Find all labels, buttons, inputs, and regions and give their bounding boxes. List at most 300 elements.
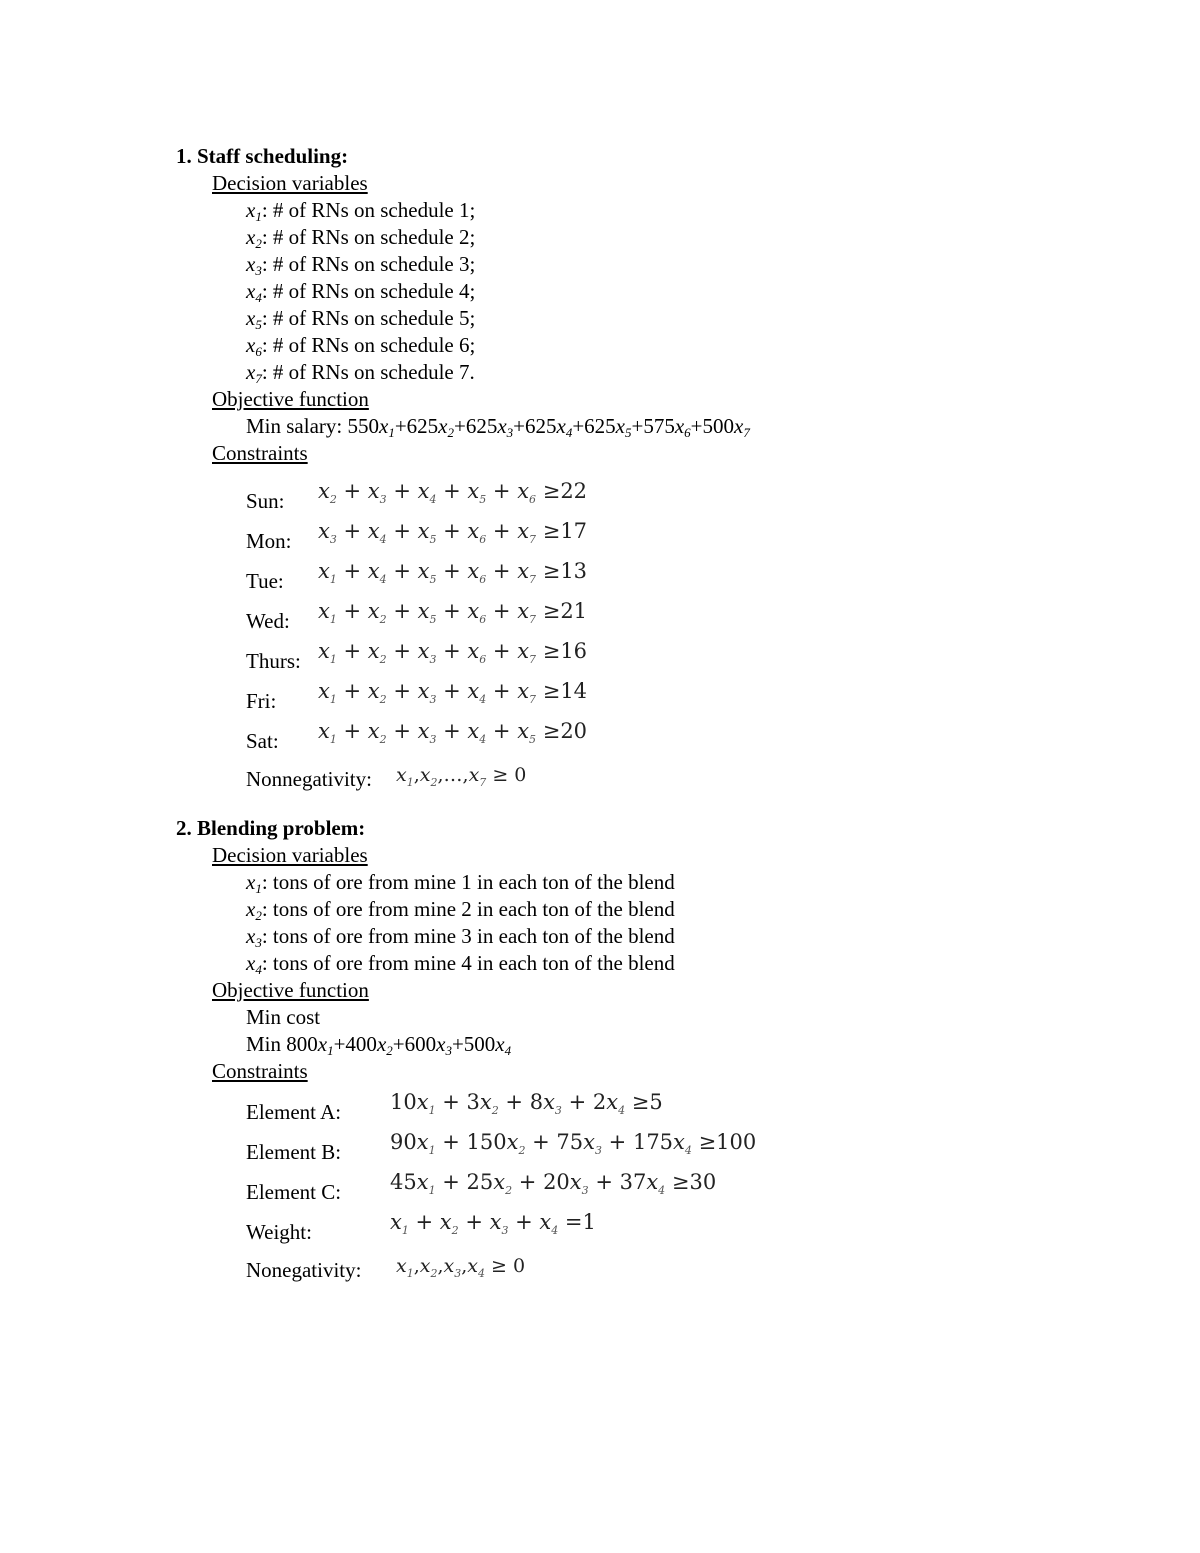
variable: $x_2$: [419, 764, 438, 789]
variable-index: 1: [329, 733, 337, 746]
variable-index: 2: [255, 908, 262, 923]
plus-sign: +: [336, 559, 368, 583]
plus-sign: +: [386, 639, 418, 663]
objective-function-heading: Objective function: [212, 978, 369, 1002]
variable-index: 2: [430, 1267, 438, 1280]
variable: $x_7$: [517, 639, 537, 666]
variable: $x_5$: [417, 599, 437, 626]
variable: $x_3$: [417, 719, 437, 746]
variable-index: 1: [428, 1144, 436, 1157]
variable-index: 1: [327, 1043, 334, 1058]
plus-sign: +: [525, 1130, 557, 1154]
variable: $x_4$: [367, 559, 387, 586]
decision-variables-heading: Decision variables: [212, 171, 368, 195]
variable-index: 4: [379, 533, 387, 546]
variable-description: : # of RNs on schedule 4;: [261, 279, 476, 303]
variable-description: : # of RNs on schedule 5;: [261, 306, 476, 330]
plus-sign: +: [486, 639, 518, 663]
comma: ,: [437, 1255, 444, 1277]
decision-variable: [246, 251, 1076, 278]
comma: ,: [462, 764, 469, 786]
variable: $x_3$: [246, 252, 262, 278]
nonnegativity-constraint: [246, 1249, 1076, 1289]
variable-index: 4: [504, 1043, 512, 1058]
variable: $x_3$: [367, 479, 387, 506]
variable-index: 1: [428, 1184, 436, 1197]
right-hand-side: 16: [560, 639, 588, 663]
constraint-row: [246, 598, 1076, 638]
variable-index: 1: [329, 573, 337, 586]
constraint-label: Sat:: [246, 729, 279, 753]
variable-description: : # of RNs on schedule 7.: [261, 360, 475, 384]
variable-index: 2: [379, 693, 387, 706]
variable: $x_4$: [556, 414, 573, 440]
variable-index: 3: [554, 1104, 562, 1117]
constraint-label: Wed:: [246, 609, 290, 633]
objective-coefficient: +625: [572, 414, 616, 438]
variable: $x_2$: [438, 414, 454, 440]
constraint-expression: [396, 1253, 525, 1280]
constraint-expression: [318, 638, 587, 665]
variable-index: 7: [529, 573, 537, 586]
comma: ,: [437, 764, 444, 786]
constraint-label: Sun:: [246, 489, 285, 513]
variable: $x_1$: [318, 679, 337, 706]
variable-index: 3: [595, 1144, 602, 1157]
constraint-row: [246, 718, 1076, 758]
coefficient: 90: [390, 1130, 417, 1154]
constraint-expression: [318, 718, 587, 745]
variable: $x_1$: [317, 1032, 334, 1058]
relation-sign: ≥: [536, 639, 561, 663]
plus-sign: +: [436, 719, 468, 743]
variable: $x_7$: [246, 360, 262, 386]
variable-index: 6: [479, 653, 487, 666]
nonnegativity-constraint: [246, 758, 1076, 798]
variable: $x_4$: [367, 519, 387, 546]
constraints-heading: Constraints: [212, 1059, 308, 1083]
variable: $x_3$: [443, 1255, 462, 1280]
variable: $x_3$: [543, 1090, 562, 1117]
variable-index: 4: [479, 693, 487, 706]
constraint-row: [246, 638, 1076, 678]
coefficient: 45: [390, 1170, 417, 1194]
variable-index: 7: [255, 371, 262, 386]
objective-coefficient: +400: [333, 1032, 377, 1056]
plus-sign: +: [602, 1130, 633, 1154]
plus-sign: +: [508, 1210, 540, 1234]
variable: $x_5$: [417, 559, 437, 586]
variable-description: : # of RNs on schedule 3;: [261, 252, 476, 276]
constraint-list: [176, 478, 1076, 758]
variable: $x_7$: [734, 414, 750, 440]
constraint-label: Tue:: [246, 569, 284, 593]
variable-index: 2: [386, 1043, 393, 1058]
variable-index: 5: [479, 493, 487, 506]
plus-sign: +: [336, 479, 368, 503]
decision-variables-heading: Decision variables: [212, 843, 368, 867]
variable-index: 1: [255, 881, 262, 896]
objective-function: [246, 413, 1076, 440]
variable: $x_1$: [396, 764, 414, 789]
variable-index: 3: [255, 263, 262, 278]
variable: $x_2$: [367, 719, 387, 746]
variable-index: 2: [451, 1224, 459, 1237]
decision-variable: [246, 359, 1076, 386]
variable-index: 2: [255, 236, 262, 251]
plus-sign: +: [386, 679, 418, 703]
plus-sign: +: [512, 1170, 544, 1194]
variable: $x_4$: [495, 1032, 512, 1058]
objective-function-heading: Objective function: [212, 387, 369, 411]
constraint-list: [176, 1089, 1076, 1249]
variable: $x_7$: [517, 559, 537, 586]
section-heading: 1. Staff scheduling:: [176, 144, 349, 168]
variable-index: 1: [388, 425, 395, 440]
plus-sign: +: [498, 1090, 530, 1114]
section-blending-problem: [176, 815, 1076, 1289]
variable-index: 3: [506, 425, 514, 440]
constraint-expression: [390, 1089, 663, 1116]
objective-coefficient: +500: [690, 414, 735, 438]
right-hand-side: 21: [560, 599, 588, 623]
relation-sign: ≥: [625, 1090, 650, 1114]
comma: ,: [413, 764, 420, 786]
relation-sign: ≥: [536, 679, 561, 703]
coefficient: 8: [529, 1090, 544, 1114]
variable: $x_6$: [467, 519, 487, 546]
variable: $x_3$: [417, 639, 437, 666]
variable-index: 1: [406, 776, 414, 789]
variable-index: 4: [684, 1144, 692, 1157]
variable-description: : # of RNs on schedule 6;: [261, 333, 476, 357]
variable-index: 4: [658, 1184, 666, 1197]
variable-index: 4: [565, 425, 573, 440]
variable-index: 3: [445, 1043, 452, 1058]
constraint-label: Nonnegativity:: [246, 767, 372, 791]
variable: $x_3$: [569, 1170, 589, 1197]
variable-index: 6: [684, 425, 691, 440]
constraint-expression: [318, 558, 587, 585]
variable-index: 3: [379, 493, 387, 506]
variable: $x_3$: [417, 679, 437, 706]
variable-index: 5: [625, 425, 632, 440]
constraint-label: Nonegativity:: [246, 1258, 362, 1282]
variable-index: 6: [479, 573, 487, 586]
plus-sign: +: [408, 1210, 440, 1234]
variable-index: 4: [255, 962, 262, 977]
variable-index: 1: [329, 693, 337, 706]
constraint-label: Element C:: [246, 1180, 342, 1204]
variable-index: 3: [501, 1224, 509, 1237]
variable: $x_2$: [367, 679, 387, 706]
right-hand-side: 30: [689, 1170, 717, 1194]
variable: $x_1$: [318, 639, 337, 666]
plus-sign: +: [336, 679, 368, 703]
relation-sign: =: [558, 1210, 583, 1234]
objective-description: Min cost: [246, 1005, 321, 1029]
variable: $x_6$: [467, 639, 487, 666]
variable: $x_1$: [318, 559, 337, 586]
variable-index: 5: [429, 613, 437, 626]
variable: $x_6$: [467, 599, 487, 626]
decision-variable: [246, 197, 1076, 224]
variable: $x_2$: [479, 1090, 499, 1117]
plus-sign: +: [486, 559, 518, 583]
constraint-expression: [390, 1169, 716, 1196]
variable: $x_1$: [396, 1255, 414, 1280]
variable: $x_4$: [673, 1130, 692, 1157]
variable: $x_2$: [419, 1255, 438, 1280]
section-heading: 2. Blending problem:: [176, 816, 366, 840]
variable-index: 3: [429, 653, 437, 666]
variable-index: 1: [255, 209, 262, 224]
relation-sign: ≥: [665, 1170, 690, 1194]
objective-function: [246, 1031, 1076, 1058]
variable-index: 2: [430, 776, 438, 789]
variable-index: 6: [529, 493, 537, 506]
variable: $x_1$: [416, 1090, 436, 1117]
relation-sign: ≥: [536, 519, 561, 543]
relation-sign: ≥: [536, 719, 561, 743]
variable: $x_4$: [646, 1170, 666, 1197]
variable: $x_4$: [539, 1210, 559, 1237]
variable-index: 3: [429, 693, 437, 706]
coefficient: 175: [632, 1130, 674, 1154]
variable-index: 6: [479, 533, 487, 546]
variable: $x_7$: [517, 599, 537, 626]
variable-index: 7: [529, 653, 537, 666]
decision-variable: [246, 224, 1076, 251]
right-hand-side: 0: [514, 764, 527, 786]
comma: ,: [413, 1255, 420, 1277]
coefficient: 75: [556, 1130, 584, 1154]
variable-index: 4: [255, 290, 262, 305]
variable-index: 5: [429, 573, 437, 586]
plus-sign: +: [436, 639, 468, 663]
variable: $x_3$: [489, 1210, 509, 1237]
variable-index: 5: [255, 317, 262, 332]
plus-sign: +: [435, 1130, 467, 1154]
objective-coefficient: 800: [286, 1032, 318, 1056]
relation-sign: ≥: [691, 1130, 717, 1154]
plus-sign: +: [436, 479, 468, 503]
variable-index: 7: [743, 425, 750, 440]
constraint-row: [246, 1169, 1076, 1209]
plus-sign: +: [486, 519, 518, 543]
plus-sign: +: [588, 1170, 620, 1194]
plus-sign: +: [486, 599, 518, 623]
constraint-expression: [318, 678, 587, 705]
plus-sign: +: [386, 559, 418, 583]
coefficient: 20: [543, 1170, 570, 1194]
variable: $x_2$: [506, 1130, 526, 1157]
variable: $x_1$: [378, 414, 395, 440]
variable: $x_4$: [467, 719, 487, 746]
constraint-expression: [318, 598, 587, 625]
variable: $x_2$: [376, 1032, 393, 1058]
variable: $x_2$: [318, 479, 337, 506]
objective-coefficient: +625: [453, 414, 498, 438]
variable-description: : # of RNs on schedule 2;: [261, 225, 476, 249]
objective-coefficient: +625: [513, 414, 557, 438]
right-hand-side: 5: [649, 1090, 663, 1114]
decision-variable-list: [176, 869, 1076, 977]
constraint-label: Fri:: [246, 689, 277, 713]
variable-index: 3: [429, 733, 437, 746]
variable: $x_5$: [517, 719, 537, 746]
constraint-row: [246, 478, 1076, 518]
variable: $x_4$: [246, 279, 262, 305]
plus-sign: +: [486, 679, 518, 703]
constraint-expression: [318, 478, 587, 505]
plus-sign: +: [486, 719, 518, 743]
constraint-label: Element B:: [246, 1140, 342, 1164]
plus-sign: +: [386, 599, 418, 623]
variable-index: 7: [529, 693, 537, 706]
variable: $x_4$: [246, 951, 262, 977]
right-hand-side: 100: [716, 1130, 757, 1154]
objective-prefix: Min salary:: [246, 414, 348, 438]
variable-description: : tons of ore from mine 1 in each ton of the blend: [261, 870, 675, 894]
variable-index: 6: [255, 344, 262, 359]
variable: $x_2$: [439, 1210, 459, 1237]
variable-index: 2: [447, 425, 454, 440]
variable-description: : # of RNs on schedule 1;: [261, 198, 476, 222]
plus-sign: +: [435, 1170, 467, 1194]
constraint-expression: [318, 518, 587, 545]
plus-sign: +: [386, 479, 418, 503]
decision-variable: [246, 923, 1076, 950]
objective-coefficient: +500: [451, 1032, 496, 1056]
plus-sign: +: [435, 1090, 467, 1114]
variable-index: 4: [618, 1104, 626, 1117]
plus-sign: +: [336, 719, 368, 743]
constraint-label: Mon:: [246, 529, 292, 553]
variable: $x_3$: [583, 1130, 602, 1157]
variable: $x_5$: [246, 306, 262, 332]
variable: $x_7$: [468, 764, 487, 789]
variable: $x_6$: [674, 414, 691, 440]
variable: $x_5$: [615, 414, 632, 440]
variable-index: 4: [478, 1267, 486, 1280]
ellipsis: …: [443, 764, 463, 786]
relation-sign: ≥: [485, 1255, 514, 1277]
variable-index: 7: [479, 776, 487, 789]
variable: $x_2$: [246, 225, 262, 251]
plus-sign: +: [436, 679, 468, 703]
constraint-label: Element A:: [246, 1100, 342, 1124]
plus-sign: +: [436, 519, 468, 543]
variable-index: 2: [379, 733, 387, 746]
decision-variable: [246, 305, 1076, 332]
relation-sign: ≥: [536, 479, 561, 503]
variable-index: 5: [429, 533, 437, 546]
plus-sign: +: [561, 1090, 593, 1114]
variable-index: 2: [379, 613, 387, 626]
variable-index: 4: [551, 1224, 559, 1237]
decision-variable-list: [176, 197, 1076, 386]
coefficient: 3: [466, 1090, 480, 1114]
variable: $x_5$: [417, 519, 437, 546]
relation-sign: ≥: [486, 764, 515, 786]
variable-index: 2: [491, 1104, 499, 1117]
relation-sign: ≥: [536, 559, 561, 583]
variable: $x_3$: [436, 1032, 452, 1058]
right-hand-side: 1: [582, 1210, 596, 1234]
section-staff-scheduling: [176, 143, 1076, 798]
variable-index: 1: [329, 613, 337, 626]
variable-index: 4: [379, 573, 387, 586]
variable-index: 3: [255, 935, 262, 950]
variable: $x_2$: [246, 897, 262, 923]
variable: $x_6$: [517, 479, 537, 506]
right-hand-side: 0: [513, 1255, 526, 1277]
constraint-row: [246, 1089, 1076, 1129]
decision-variable: [246, 332, 1076, 359]
variable-index: 4: [479, 733, 487, 746]
constraint-row: [246, 1209, 1076, 1249]
decision-variable: [246, 950, 1076, 977]
coefficient: 10: [390, 1090, 417, 1114]
plus-sign: +: [436, 599, 468, 623]
variable-index: 2: [379, 653, 387, 666]
coefficient: 150: [466, 1130, 507, 1154]
objective-coefficient: +575: [631, 414, 675, 438]
constraint-row: [246, 678, 1076, 718]
objective-coefficient: 550: [347, 414, 379, 438]
objective-coefficient: +600: [392, 1032, 437, 1056]
coefficient: 2: [592, 1090, 607, 1114]
comma: ,: [461, 1255, 468, 1277]
objective-coefficient: +625: [394, 414, 439, 438]
variable: $x_1$: [390, 1210, 409, 1237]
plus-sign: +: [486, 479, 518, 503]
variable: $x_1$: [318, 719, 337, 746]
variable-index: 1: [406, 1267, 414, 1280]
plus-sign: +: [436, 559, 468, 583]
variable-index: 2: [505, 1184, 513, 1197]
variable: $x_6$: [246, 333, 262, 359]
right-hand-side: 22: [560, 479, 588, 503]
constraint-label: Thurs:: [246, 649, 301, 673]
constraint-row: [246, 1129, 1076, 1169]
variable: $x_7$: [517, 679, 537, 706]
constraint-row: [246, 518, 1076, 558]
variable: $x_3$: [318, 519, 337, 546]
right-hand-side: 13: [560, 559, 588, 583]
variable-index: 3: [329, 533, 337, 546]
variable-index: 3: [581, 1184, 589, 1197]
variable: $x_6$: [467, 559, 487, 586]
variable: $x_5$: [467, 479, 487, 506]
decision-variable: [246, 869, 1076, 896]
objective-prefix: Min: [246, 1032, 287, 1056]
right-hand-side: 14: [560, 679, 588, 703]
variable: $x_2$: [367, 639, 387, 666]
constraint-expression: [396, 762, 526, 789]
variable: $x_3$: [246, 924, 262, 950]
constraint-row: [246, 558, 1076, 598]
variable-index: 1: [329, 653, 337, 666]
variable-index: 1: [428, 1104, 436, 1117]
plus-sign: +: [386, 719, 418, 743]
constraint-expression: [390, 1129, 756, 1156]
variable: $x_2$: [367, 599, 387, 626]
variable: $x_1$: [246, 198, 262, 224]
plus-sign: +: [386, 519, 418, 543]
variable-index: 4: [429, 493, 437, 506]
